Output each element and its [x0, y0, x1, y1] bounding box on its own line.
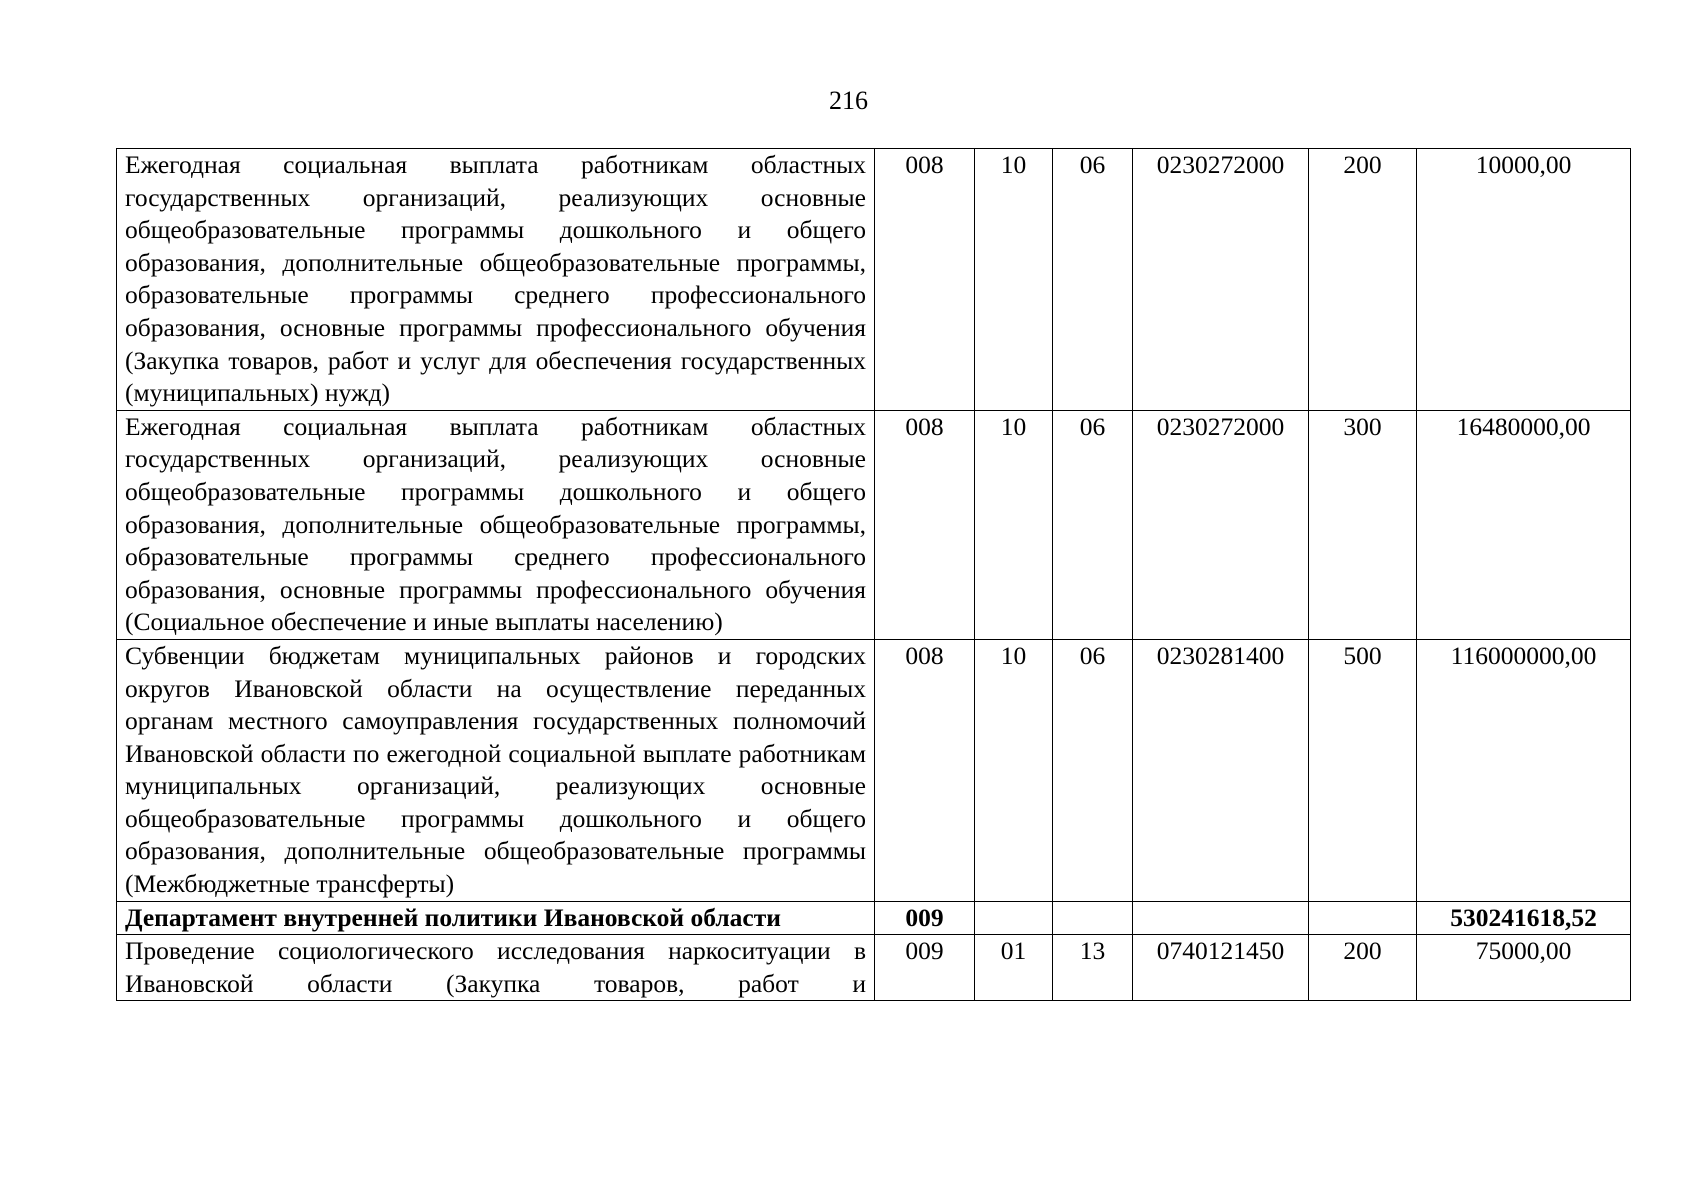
row-expense-type-code: 200: [1309, 935, 1417, 1001]
row-target-article-code: 0230272000: [1133, 410, 1309, 639]
row-section-code: 01: [975, 935, 1053, 1001]
row-target-article-code: [1133, 901, 1309, 935]
table-row: [117, 639, 1631, 901]
row-expense-type-code: 500: [1309, 639, 1417, 901]
department-name: Департамент внутренней политики Ивановской области: [117, 901, 875, 935]
row-amount: 116000000,00: [1417, 639, 1631, 901]
table-row: [117, 935, 1631, 1001]
table-row: [117, 149, 1631, 411]
page-number: 216: [829, 86, 868, 115]
row-subsection-code: 06: [1053, 149, 1133, 411]
row-ved-code: 008: [875, 639, 975, 901]
row-subsection-code: 13: [1053, 935, 1133, 1001]
row-target-article-code: 0740121450: [1133, 935, 1309, 1001]
row-section-code: 10: [975, 149, 1053, 411]
row-ved-code: 008: [875, 410, 975, 639]
row-description: Субвенции бюджетам муниципальных районов и городских округов Ивановской области на осуществление переданных органам местного самоуправления государственных полномочий Ивановской области по ежегодной социальной выплате работникам муниципальных организаций, реализующих основные общеобразовательные программы дошкольного и общего образования, дополнительные общеобразовательные программы (Межбюджетные трансферты): [117, 639, 875, 901]
budget-table: [116, 148, 1631, 1001]
row-subsection-code: 06: [1053, 639, 1133, 901]
department-row: [117, 901, 1631, 935]
row-subsection-code: 06: [1053, 410, 1133, 639]
department-total-amount: 530241618,52: [1417, 901, 1631, 935]
row-description: Ежегодная социальная выплата работникам областных государственных организаций, реализующих основные общеобразовательные программы дошкольного и общего образования, дополнительные общеобразовательные программы, образовательные программы среднего профессионального образования, основные программы профессионального обучения (Социальное обеспечение и иные выплаты населению): [117, 410, 875, 639]
row-ved-code: 009: [875, 935, 975, 1001]
row-amount: 75000,00: [1417, 935, 1631, 1001]
row-target-article-code: 0230281400: [1133, 639, 1309, 901]
row-description: Проведение социологического исследования наркоситуации в Ивановской области (Закупка товаров, работ и: [117, 935, 875, 1001]
row-section-code: 10: [975, 639, 1053, 901]
row-expense-type-code: 200: [1309, 149, 1417, 411]
table-row: [117, 410, 1631, 639]
row-amount: 16480000,00: [1417, 410, 1631, 639]
row-subsection-code: [1053, 901, 1133, 935]
row-description: Ежегодная социальная выплата работникам областных государственных организаций, реализующих основные общеобразовательные программы дошкольного и общего образования, дополнительные общеобразовательные программы, образовательные программы среднего профессионального образования, основные программы профессионального обучения (Закупка товаров, работ и услуг для обеспечения государственных (муниципальных) нужд): [117, 149, 875, 411]
row-ved-code: 008: [875, 149, 975, 411]
row-section-code: [975, 901, 1053, 935]
row-target-article-code: 0230272000: [1133, 149, 1309, 411]
row-section-code: 10: [975, 410, 1053, 639]
row-expense-type-code: [1309, 901, 1417, 935]
row-amount: 10000,00: [1417, 149, 1631, 411]
row-expense-type-code: 300: [1309, 410, 1417, 639]
row-ved-code: 009: [875, 901, 975, 935]
